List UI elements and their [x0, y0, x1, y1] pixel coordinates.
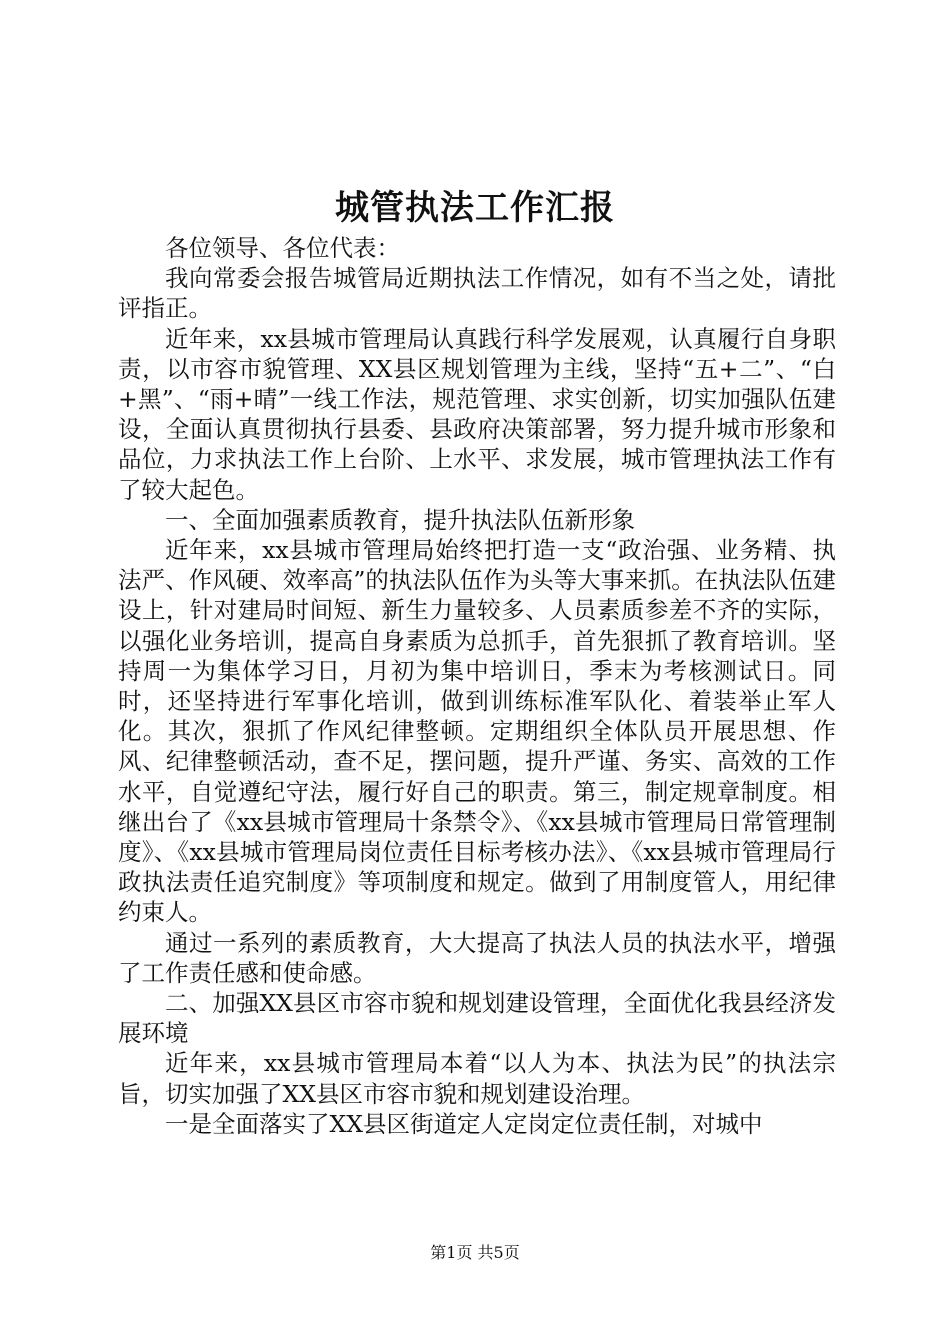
paragraph-section-1-summary: 通过一系列的素质教育，大大提高了执法人员的执法水平，增强了工作责任感和使命感。	[118, 928, 836, 987]
paragraph-section-2: 近年来，xx县城市管理局本着“以人为本、执法为民”的执法宗旨，切实加强了XX县区市容市貌和规划建设治理。	[118, 1049, 836, 1108]
section-heading-2: 二、加强XX县区市容市貌和规划建设管理，全面优化我县经济发展环境	[118, 989, 836, 1048]
page-number: 第1页 共5页	[430, 1243, 520, 1262]
paragraph-section-2-item-1: 一是全面落实了XX县区街道定人定岗定位责任制，对城中	[165, 1109, 763, 1138]
paragraph-section-1: 近年来，xx县城市管理局始终把打造一支“政治强、业务精、执法严、作风硬、效率高”的执法队伍作为头等大事来抓。在执法队伍建设上，针对建局时间短、新生力量较多、人员素质参差不齐的实际，以强化业务培训，提高自身素质为总抓手，首先狠抓了教育培训。坚持周一为集体学习日，月初为集中培训日，季末为考核测试日。同时，还坚持进行军事化培训，做到训练标准军队化、着装举止军人化。其次，狠抓了作风纪律整顿。定期组织全体队员开展思想、作风、纪律整顿活动，查不足，摆问题，提升严谨、务实、高效的工作水平，自觉遵纪守法，履行好自己的职责。第三，制定规章制度。相继出台了《xx县城市管理局十条禁令》、《xx县城市管理局日常管理制度》、《xx县城市管理局岗位责任目标考核办法》、《xx县城市管理局行政执法责任追究制度》等项制度和规定。做到了用制度管人，用纪律约束人。	[118, 536, 836, 927]
document-title: 城管执法工作汇报	[335, 188, 615, 228]
section-heading-1: 一、全面加强素质教育，提升执法队伍新形象	[165, 505, 635, 534]
document-body	[118, 233, 836, 1139]
paragraph-intro: 我向常委会报告城管局近期执法工作情况，如有不当之处，请批评指正。	[118, 264, 836, 323]
paragraph-salutation: 各位领导、各位代表：	[165, 234, 400, 262]
paragraph-overview: 近年来，xx县城市管理局认真践行科学发展观，认真履行自身职责，以市容市貌管理、XX县区规划管理为主线，坚持“五+二”、“白+黑”、“雨+晴”一线工作法，规范管理、求实创新，切实加强队伍建设，全面认真贯彻执行县委、县政府决策部署，努力提升城市形象和品位，力求执法工作上台阶、上水平、求发展，城市管理执法工作有了较大起色。	[118, 324, 836, 504]
